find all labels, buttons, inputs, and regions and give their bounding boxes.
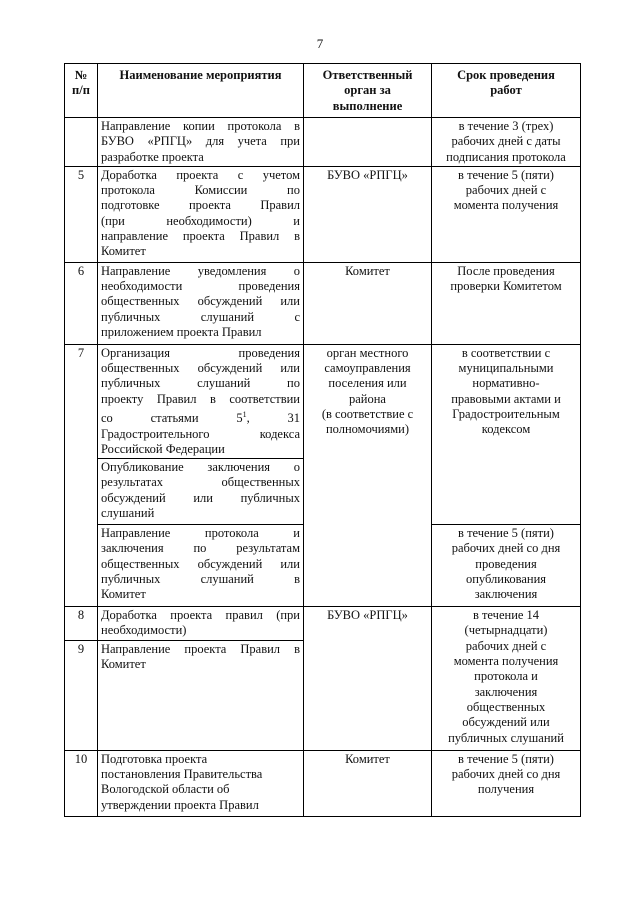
row-name: Доработка проекта правил (при необходимости) [98, 607, 304, 641]
row-deadline: в течение 5 (пяти) рабочих дней со дня проведения опубликования заключения [432, 525, 581, 607]
row-deadline: После проведения проверки Комитетом [432, 262, 581, 344]
row-name: Направление проекта Правил в Комитет [98, 640, 304, 750]
table-row [65, 262, 581, 344]
row-num: 6 [65, 262, 98, 344]
header-responsible: Ответственный орган за выполнение [304, 64, 432, 118]
row-name: Направление копии протокола в БУВО «РПГЦ» для учета при разработке проекта [98, 118, 304, 167]
header-row [65, 64, 581, 118]
article-ref: со статьями 5 [101, 411, 243, 426]
row-num: 10 [65, 750, 98, 816]
row-responsible [304, 118, 432, 167]
table-row [65, 166, 581, 262]
table-row [65, 344, 581, 458]
row-deadline: в течение 3 (трех) рабочих дней с даты подписания протокола [432, 118, 581, 167]
header-name: Наименование мероприятия [98, 64, 304, 118]
row-responsible: Комитет [304, 750, 432, 816]
row-name: Направление уведомления о необходимости проведения общественных обсуждений или публичных слушаний с приложением проекта Правил [98, 262, 304, 344]
table-row [65, 607, 581, 641]
row-num: 7 [65, 344, 98, 606]
table-row [65, 118, 581, 167]
row-deadline: в течение 5 (пяти) рабочих дней с момента получения [432, 166, 581, 262]
row-responsible: Комитет [304, 262, 432, 344]
row-num: 9 [65, 640, 98, 750]
header-num: № п/п [65, 64, 98, 118]
row-deadline: в течение 14 (четырнадцати) рабочих дней с момента получения протокола и заключения общественных обсуждений или публичных слушаний [432, 607, 581, 751]
article-ref-tail: , 31 [246, 411, 301, 426]
row-responsible: БУВО «РПГЦ» [304, 607, 432, 751]
row-deadline: в течение 5 (пяти) рабочих дней со дня получения [432, 750, 581, 816]
row-name: Опубликование заключения о результатах общественных обсуждений или публичных слушаний [98, 459, 304, 525]
row-num: 5 [65, 166, 98, 262]
row-name: Доработка проекта с учетом протокола Комиссии по подготовке проекта Правил (при необходимости) и направление проекта Правил в Комитет [98, 166, 304, 262]
row-name: Организация проведения общественных обсуждений или публичных слушаний по проекту Правил в соответствии со статьями $5^1$, 31 Градостроительного кодекса Российской Федерации [98, 344, 304, 458]
article-superscript: 1 [242, 410, 247, 420]
row-responsible: БУВО «РПГЦ» [304, 166, 432, 262]
schedule-table [64, 63, 581, 817]
row-name: Подготовка проекта постановления Правительства Вологодской области об утверждении проекта Правил [98, 750, 304, 816]
row-responsible: орган местного самоуправления поселения или района (в соответствие с полномочиями) [304, 344, 432, 606]
row-name: Направление протокола и заключения по результатам общественных обсуждений или публичных слушаний в Комитет [98, 525, 304, 607]
row-deadline: в соответствии с муниципальными нормативно- правовыми актами и Градостроительным кодексом [432, 344, 581, 524]
row-num [65, 118, 98, 167]
table-row [65, 750, 581, 816]
row-num: 8 [65, 607, 98, 641]
header-deadline: Срок проведения работ [432, 64, 581, 118]
page-number: 7 [316, 36, 324, 51]
